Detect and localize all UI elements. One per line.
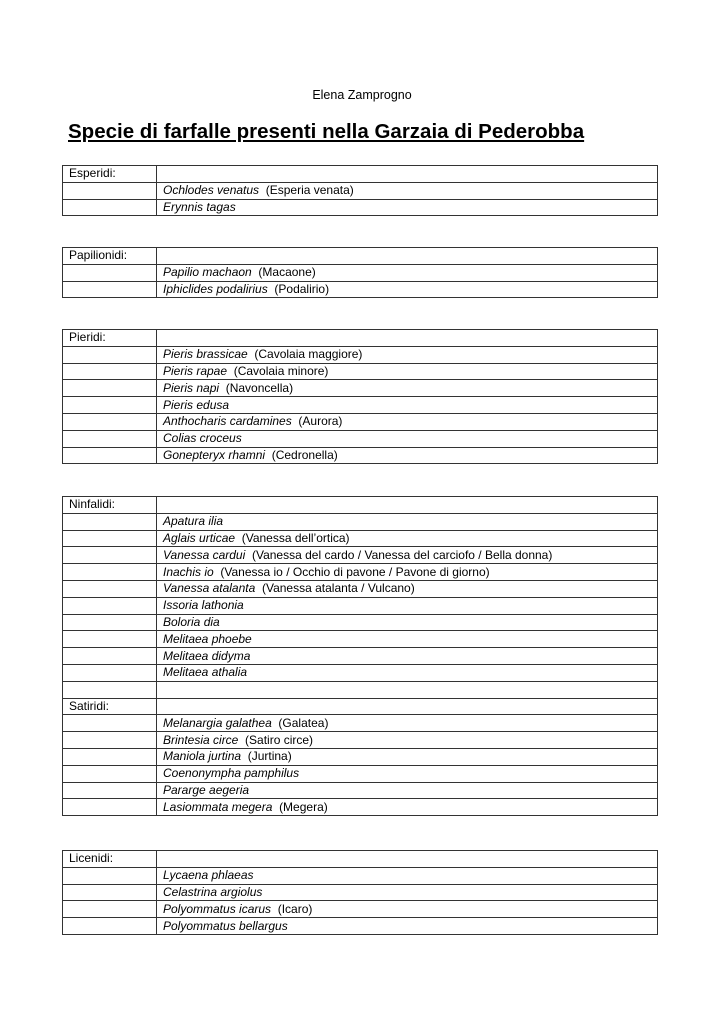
table-row: [63, 397, 658, 414]
species-cell: [157, 346, 658, 363]
species-name: Maniola jurtina: [163, 749, 242, 764]
species-name: Polyommatus bellargus: [163, 918, 288, 933]
species-cell: [157, 397, 658, 414]
table-row: [63, 715, 658, 732]
table-row: [63, 851, 658, 868]
common-name: (Macaone): [258, 265, 316, 280]
family-cell: [63, 715, 157, 732]
family-cell: Licenidi:: [63, 851, 157, 868]
table-row: [63, 782, 658, 799]
table-row: [63, 330, 658, 347]
species-cell: [157, 782, 658, 799]
species-name: Melanargia galathea: [163, 715, 272, 730]
family-cell: Ninfalidi:: [63, 497, 157, 514]
common-name: (Aurora): [298, 414, 343, 429]
table-row: [63, 681, 658, 698]
table-row: [63, 799, 658, 816]
common-name: (Vanessa io / Occhio di pavone / Pavone di giorno): [220, 564, 490, 579]
species-name: Melitaea phoebe: [163, 631, 252, 646]
species-cell: [157, 363, 658, 380]
species-cell: [157, 715, 658, 732]
species-cell: [157, 264, 658, 281]
species-name: Aglais urticae: [163, 530, 236, 545]
species-cell: [157, 513, 658, 530]
table-row: [63, 513, 658, 530]
table-ninfalidi-satiridi: [62, 496, 658, 816]
family-cell: [63, 748, 157, 765]
species-cell: [157, 330, 658, 347]
species-name: Inachis io: [163, 564, 214, 579]
family-cell: [63, 346, 157, 363]
species-name: Coenonympha pamphilus: [163, 766, 300, 781]
common-name: (Icaro): [277, 901, 313, 916]
family-cell: [63, 564, 157, 581]
species-cell: [157, 681, 658, 698]
species-name: Pararge aegeria: [163, 782, 250, 797]
species-name: Vanessa cardui: [163, 547, 246, 562]
family-cell: [63, 413, 157, 430]
family-cell: [63, 199, 157, 216]
table-row: [63, 413, 658, 430]
species-cell: [157, 182, 658, 199]
family-cell: [63, 732, 157, 749]
common-name: (Vanessa atalanta / Vulcano): [261, 581, 415, 596]
species-name: Colias croceus: [163, 431, 242, 446]
common-name: (Cedronella): [271, 447, 338, 462]
family-cell: [63, 281, 157, 298]
family-cell: Papilionidi:: [63, 248, 157, 265]
species-cell: [157, 413, 658, 430]
table-row: [63, 597, 658, 614]
table-row: [63, 664, 658, 681]
author-name: Elena Zamprogno: [312, 88, 412, 102]
table-row: [63, 884, 658, 901]
species-cell: [157, 597, 658, 614]
species-cell: [157, 748, 658, 765]
table-papilionidi: [62, 247, 658, 298]
species-cell: [157, 648, 658, 665]
table-row: [63, 580, 658, 597]
species-name: Polyommatus icarus: [163, 901, 272, 916]
family-cell: [63, 547, 157, 564]
table-row: [63, 732, 658, 749]
table-row: [63, 614, 658, 631]
species-name: Lasiommata megera: [163, 799, 273, 814]
species-cell: [157, 166, 658, 183]
species-name: Pieris napi: [163, 380, 220, 395]
species-name: Gonepteryx rhamni: [163, 447, 266, 462]
family-cell: [63, 380, 157, 397]
species-cell: [157, 664, 658, 681]
species-name: Anthocharis cardamines: [163, 414, 292, 429]
species-name: Celastrina argiolus: [163, 884, 263, 899]
species-name: Pieris edusa: [163, 397, 230, 412]
common-name: (Galatea): [278, 715, 329, 730]
page-title: Specie di farfalle presenti nella Garzaia di Pederobba: [68, 120, 585, 143]
table-row: [63, 765, 658, 782]
family-cell: [63, 580, 157, 597]
species-cell: [157, 497, 658, 514]
table-row: [63, 380, 658, 397]
species-cell: [157, 564, 658, 581]
table-licenidi: [62, 850, 658, 935]
common-name: (Megera): [279, 799, 328, 814]
table-row: [63, 430, 658, 447]
common-name: (Satiro circe): [245, 732, 314, 747]
species-name: Boloria dia: [163, 614, 220, 629]
family-cell: [63, 363, 157, 380]
family-cell: [63, 430, 157, 447]
species-cell: [157, 530, 658, 547]
table-row: [63, 631, 658, 648]
table-row: [63, 530, 658, 547]
species-cell: [157, 580, 658, 597]
table-row: [63, 564, 658, 581]
table-row: [63, 497, 658, 514]
family-cell: [63, 264, 157, 281]
species-cell: [157, 614, 658, 631]
family-cell: [63, 530, 157, 547]
family-cell: [63, 648, 157, 665]
species-cell: [157, 447, 658, 464]
species-cell: [157, 901, 658, 918]
species-cell: [157, 867, 658, 884]
table-row: [63, 248, 658, 265]
species-cell: [157, 884, 658, 901]
species-name: Iphiclides podalirius: [163, 281, 268, 296]
family-cell: [63, 901, 157, 918]
species-cell: [157, 248, 658, 265]
common-name: (Navoncella): [225, 380, 294, 395]
common-name: (Cavolaia minore): [233, 363, 329, 378]
species-name: Lycaena phlaeas: [163, 868, 254, 883]
species-cell: [157, 799, 658, 816]
family-cell: Pieridi:: [63, 330, 157, 347]
family-cell: [63, 664, 157, 681]
family-cell: [63, 918, 157, 935]
species-name: Issoria lathonia: [163, 598, 244, 613]
common-name: (Vanessa dell’ortica): [241, 530, 350, 545]
species-name: Apatura ilia: [163, 514, 224, 529]
family-cell: Satiridi:: [63, 698, 157, 715]
table-row: [63, 166, 658, 183]
species-name: Vanessa atalanta: [163, 581, 256, 596]
species-cell: [157, 631, 658, 648]
table-row: [63, 867, 658, 884]
family-cell: [63, 681, 157, 698]
species-cell: [157, 547, 658, 564]
table-row: [63, 698, 658, 715]
family-cell: [63, 782, 157, 799]
species-cell: [157, 199, 658, 216]
common-name: (Jurtina): [247, 749, 292, 764]
common-name: (Esperia venata): [265, 183, 354, 198]
table-esperidi: [62, 165, 658, 216]
species-name: Pieris rapae: [163, 363, 228, 378]
species-cell: [157, 851, 658, 868]
common-name: (Vanessa del cardo / Vanessa del carciofo / Bella donna): [251, 547, 553, 562]
table-row: [63, 182, 658, 199]
species-name: Melitaea athalia: [163, 665, 248, 680]
family-cell: [63, 397, 157, 414]
table-row: [63, 918, 658, 935]
family-cell: [63, 447, 157, 464]
table-row: [63, 264, 658, 281]
species-cell: [157, 732, 658, 749]
species-cell: [157, 698, 658, 715]
species-name: Erynnis tagas: [163, 199, 236, 214]
species-name: Papilio machaon: [163, 265, 252, 280]
family-cell: [63, 765, 157, 782]
family-cell: [63, 513, 157, 530]
table-row: [63, 346, 658, 363]
table-row: [63, 547, 658, 564]
species-cell: [157, 380, 658, 397]
family-cell: [63, 867, 157, 884]
family-cell: [63, 182, 157, 199]
species-name: Ochlodes venatus: [163, 183, 260, 198]
species-name: Brintesia circe: [163, 732, 239, 747]
table-row: [63, 901, 658, 918]
table-row: [63, 281, 658, 298]
table-pieridi: [62, 329, 658, 464]
table-row: [63, 748, 658, 765]
species-cell: [157, 765, 658, 782]
table-row: [63, 648, 658, 665]
table-row: [63, 363, 658, 380]
species-cell: [157, 430, 658, 447]
family-cell: [63, 597, 157, 614]
species-name: Melitaea didyma: [163, 648, 251, 663]
table-row: [63, 447, 658, 464]
table-row: [63, 199, 658, 216]
family-cell: [63, 614, 157, 631]
common-name: (Cavolaia maggiore): [254, 347, 363, 362]
species-cell: [157, 918, 658, 935]
species-cell: [157, 281, 658, 298]
family-cell: Esperidi:: [63, 166, 157, 183]
species-name: Pieris brassicae: [163, 347, 248, 362]
family-cell: [63, 799, 157, 816]
common-name: (Podalirio): [274, 281, 330, 296]
family-cell: [63, 884, 157, 901]
family-cell: [63, 631, 157, 648]
